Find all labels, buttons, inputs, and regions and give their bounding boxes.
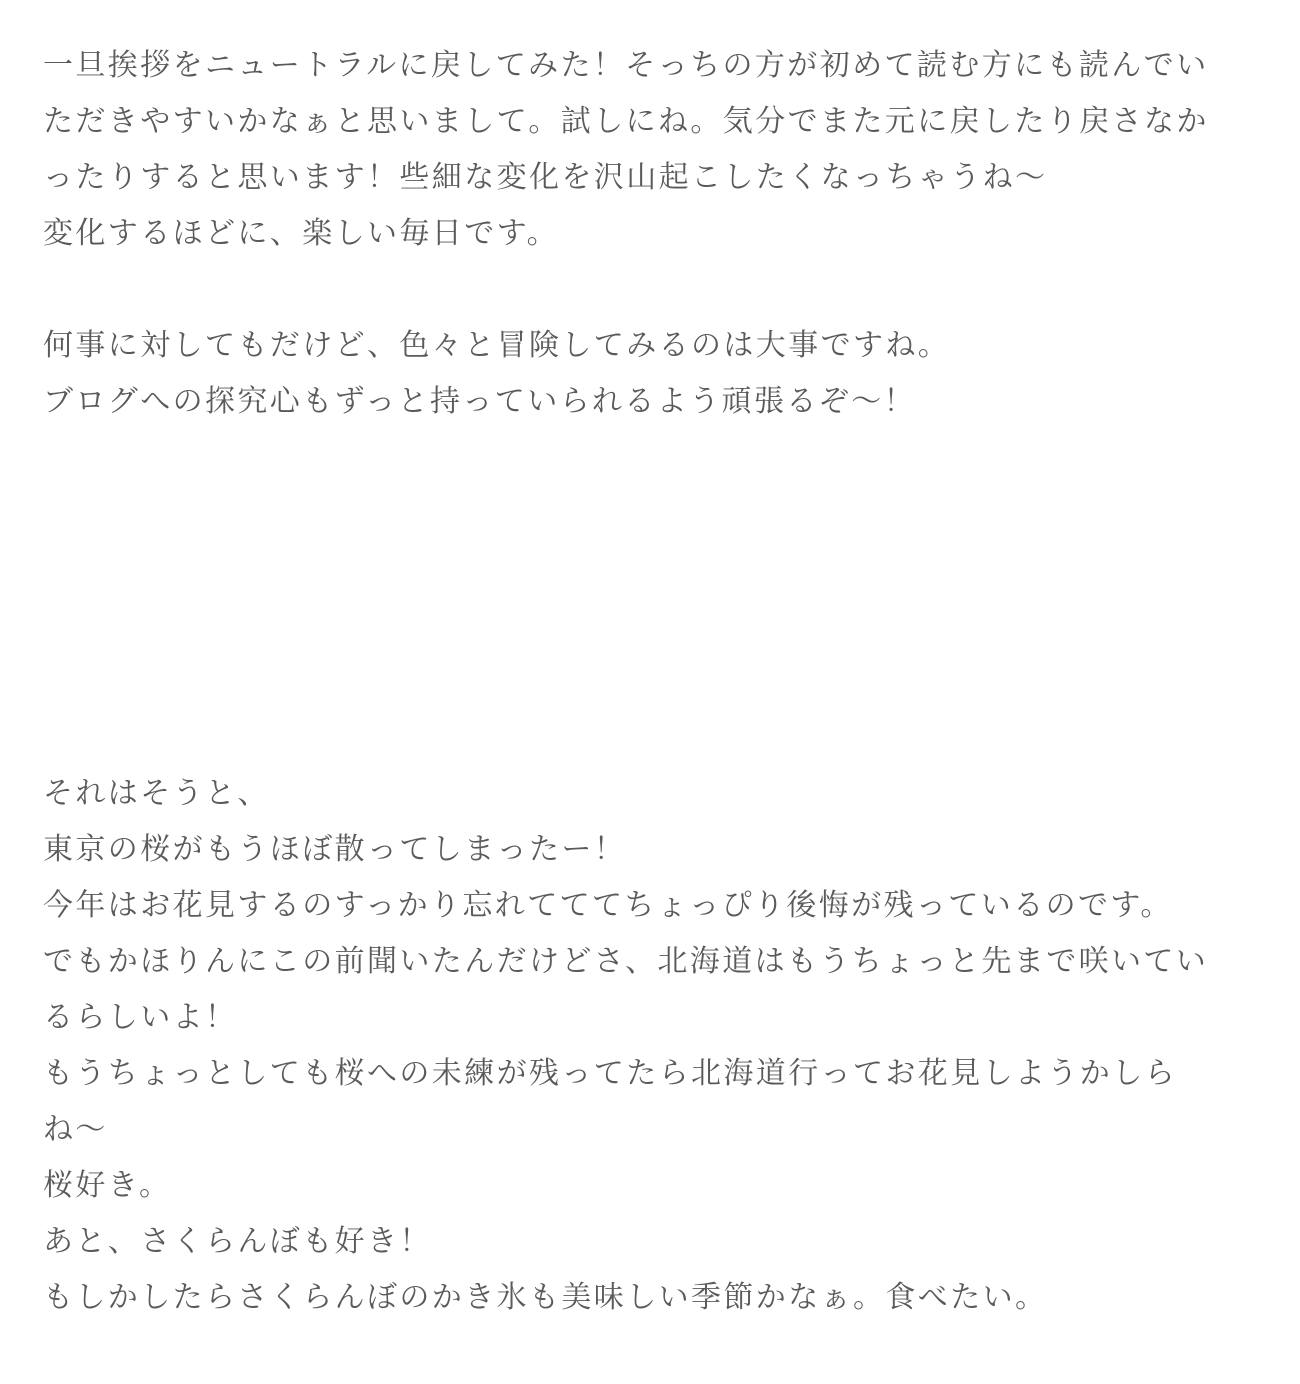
text-line: 変化するほどに、楽しい毎日です。 — [43, 216, 559, 251]
text-line: 一旦挨拶をニュートラルに戻してみた！そっちの方が初めて読む方にも読んでい — [43, 48, 1209, 83]
text-line: ね〜 — [43, 1112, 108, 1147]
text-line: 何事に対してもだけど、色々と冒険してみるのは大事ですね。 — [43, 328, 951, 363]
text-line: 桜好き。 — [43, 1168, 172, 1203]
text-line: それはそうと、 — [43, 776, 270, 811]
text-line: ブログへの探究心もずっと持っていられるよう頑張るぞ〜！ — [43, 384, 916, 419]
text-line: 東京の桜がもうほぼ散ってしまったー！ — [43, 832, 627, 867]
text-line: ただきやすいかなぁと思いまして。試しにね。気分でまた元に戻したり戻さなか — [43, 104, 1209, 139]
paragraph-greeting-change — [43, 38, 1268, 262]
text-line: でもかほりんにこの前聞いたんだけどさ、北海道はもうちょっと先まで咲いてい — [43, 944, 1209, 979]
text-line: あと、さくらんぼも好き！ — [43, 1224, 432, 1259]
paragraph-adventure — [43, 318, 1268, 430]
text-line: るらしいよ！ — [43, 1000, 238, 1035]
large-spacer — [43, 430, 1268, 766]
text-line: 今年はお花見するのすっかり忘れてててちょっぴり後悔が残っているのです。 — [43, 888, 1173, 923]
blog-article-body — [43, 38, 1268, 1326]
paragraph-cherry-blossoms — [43, 766, 1268, 1326]
paragraph-spacer — [43, 262, 1268, 318]
text-line: ったりすると思います！些細な変化を沢山起こしたくなっちゃうね〜 — [43, 160, 1048, 195]
text-line: もうちょっとしても桜への未練が残ってたら北海道行ってお花見しようかしら — [43, 1056, 1177, 1091]
text-line: もしかしたらさくらんぼのかき氷も美味しい季節かなぁ。食べたい。 — [43, 1280, 1048, 1315]
